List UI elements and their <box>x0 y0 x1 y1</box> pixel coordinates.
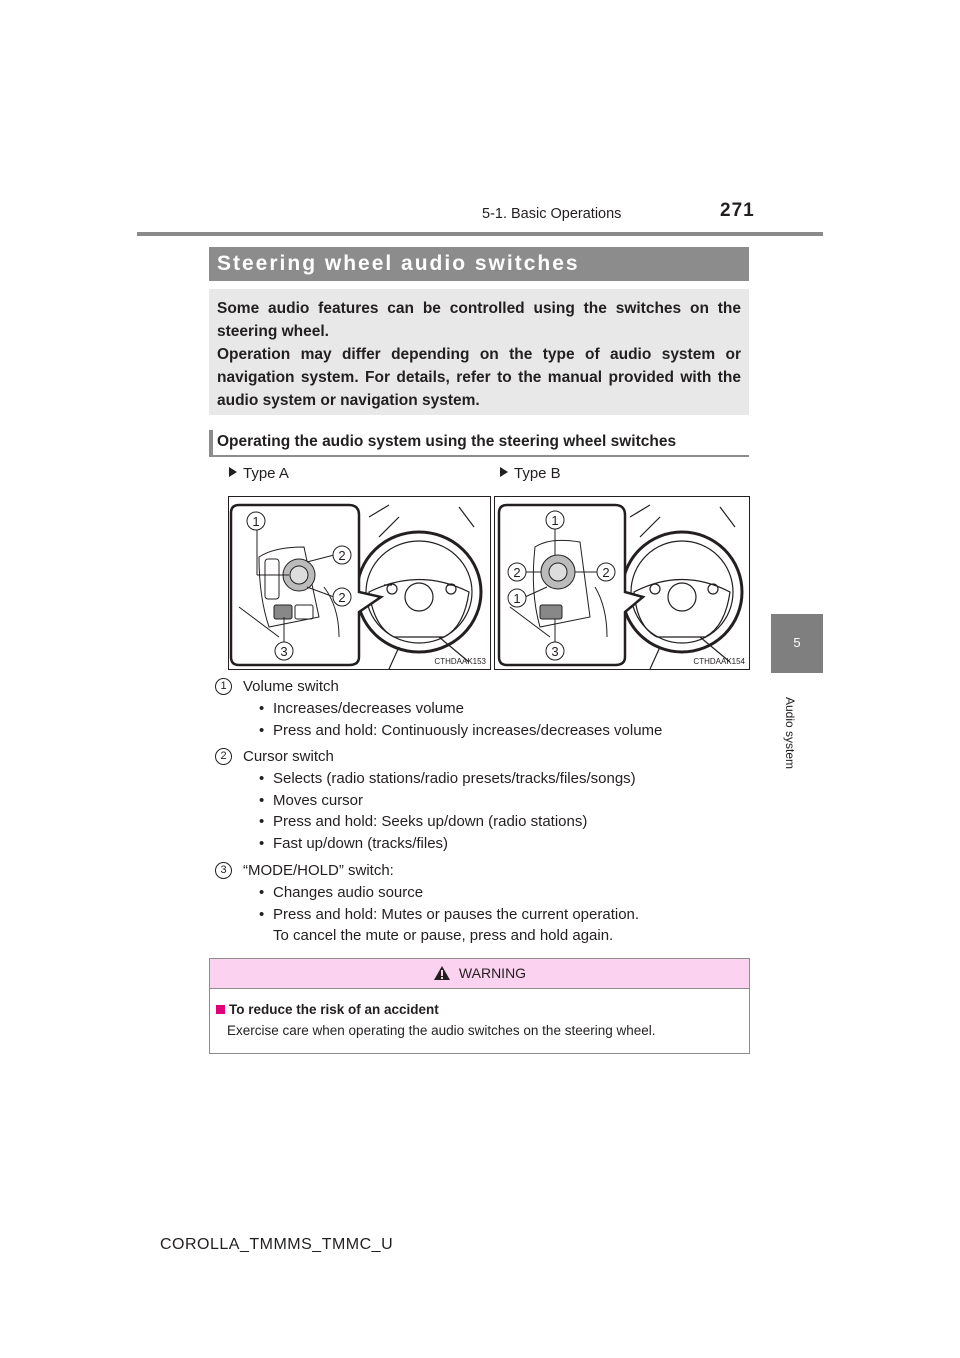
item-number: 1 <box>215 678 232 695</box>
header-rule <box>137 232 823 236</box>
list-item: • Changes audio source <box>259 882 639 904</box>
header-section: 5-1. Basic Operations <box>482 206 622 222</box>
type-a-text: Type A <box>243 465 289 482</box>
triangle-bullet-icon <box>229 467 237 477</box>
warning-header <box>210 959 749 989</box>
callout-3: 3 <box>551 644 559 659</box>
warning-title-text: To reduce the risk of an accident <box>229 1002 439 1017</box>
item-number: 3 <box>215 862 232 879</box>
warning-heading: WARNING <box>458 965 527 981</box>
subsection-title <box>209 430 749 457</box>
item-number: 2 <box>215 748 232 765</box>
figure-type-a <box>228 496 491 670</box>
list-item: • Press and hold: Seeks up/down (radio stations) <box>259 811 636 833</box>
figure-code: CTHDAAK153 <box>434 657 486 666</box>
list-item: • Increases/decreases volume <box>259 698 662 720</box>
steering-wheel-illustration-b <box>495 497 749 669</box>
pink-square-icon <box>216 1005 225 1014</box>
chapter-label: Audio system <box>783 697 797 770</box>
warning-box <box>209 958 750 1054</box>
callout-2: 2 <box>513 565 521 580</box>
intro-line-2: Operation may differ depending on the type of audio system or navigation system. For details, refer to the manual provided with the audio system or navigation system. <box>217 346 741 409</box>
list-item-continuation: To cancel the mute or pause, press and hold again. <box>273 927 614 945</box>
item-bullets <box>259 882 639 947</box>
callout-2: 2 <box>338 548 346 563</box>
item-title: Cursor switch <box>243 748 334 765</box>
item-title: “MODE/HOLD” switch: <box>243 862 394 879</box>
warning-title <box>216 1002 439 1017</box>
figure-code: CTHDAAK154 <box>693 657 745 666</box>
callout-2: 2 <box>338 590 346 605</box>
footer-code: COROLLA_TMMMS_TMMC_U <box>160 1236 394 1253</box>
callout-1: 1 <box>252 514 260 529</box>
type-b-text: Type B <box>514 465 561 482</box>
subsection-bar <box>209 430 213 456</box>
list-item: • Selects (radio stations/radio presets/tracks/files/songs) <box>259 768 636 790</box>
subsection-title-text: Operating the audio system using the steering wheel switches <box>217 433 677 450</box>
list-item: • Fast up/down (tracks/files) <box>259 833 636 855</box>
figure-type-b <box>494 496 750 670</box>
warning-body: Exercise care when operating the audio switches on the steering wheel. <box>227 1023 656 1038</box>
intro-box <box>209 289 749 415</box>
callout-2: 2 <box>602 565 610 580</box>
steering-wheel-illustration-a <box>229 497 490 669</box>
list-item: • Press and hold: Mutes or pauses the current operation. <box>259 904 639 926</box>
type-a-label <box>229 465 289 482</box>
list-item: • Moves cursor <box>259 790 636 812</box>
callout-1: 1 <box>551 513 559 528</box>
callout-3: 3 <box>280 644 288 659</box>
type-b-label <box>500 465 561 482</box>
triangle-bullet-icon <box>500 467 508 477</box>
warning-triangle-icon <box>433 965 451 981</box>
item-bullets <box>259 698 662 741</box>
intro-line-1: Some audio features can be controlled using the switches on the steering wheel. <box>217 300 741 340</box>
callout-1: 1 <box>513 591 521 606</box>
item-bullets <box>259 768 636 855</box>
item-title: Volume switch <box>243 678 339 695</box>
list-item: • Press and hold: Continuously increases/decreases volume <box>259 720 662 742</box>
section-title: Steering wheel audio switches <box>209 247 749 281</box>
chapter-tab: 5 <box>771 614 823 673</box>
page-number: 271 <box>720 200 755 221</box>
